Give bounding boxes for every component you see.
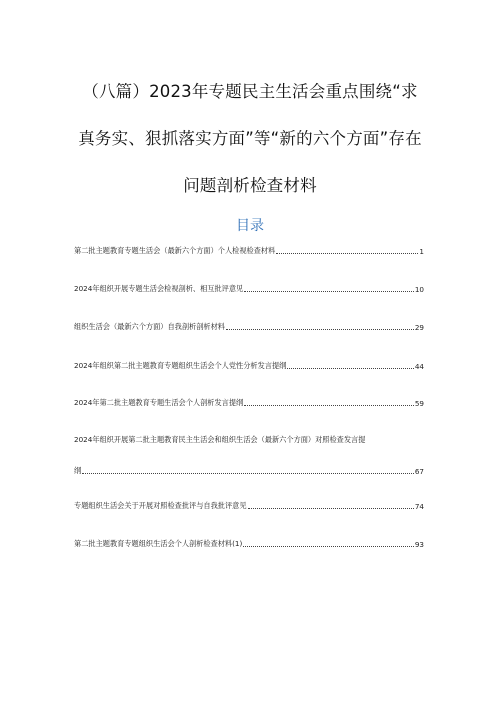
toc-entry-title: 第二批主题教育专题生活会（最新六个方面）个人检视检查材料 xyxy=(74,246,276,255)
toc-entry[interactable] xyxy=(74,246,424,256)
toc-entry-title: 组织生活会（最新六个方面）自我剖析剖析材料 xyxy=(74,322,225,331)
toc-entry-page: 93 xyxy=(414,540,424,549)
title-line-1: （八篇）2023年专题民主生活会重点围绕“求 xyxy=(82,82,418,101)
toc-entry-title-continuation: 纲 xyxy=(74,466,82,475)
toc-entry-title: 2024年组织开展专题生活会检视剖析、相互批评意见 xyxy=(74,284,244,293)
toc-leader-dots xyxy=(226,328,414,330)
toc-entry-title: 2024年第二批主题教育专题生活会个人剖析发言提纲 xyxy=(74,398,244,407)
toc-leader-dots xyxy=(248,507,414,509)
toc-leader-dots xyxy=(244,290,414,292)
toc-leader-dots xyxy=(243,545,414,547)
toc-leader-dots xyxy=(82,472,414,474)
toc-entry[interactable] xyxy=(74,539,424,549)
toc-entry-title: 2024年组织开展第二批主题教育民主生活会和组织生活会（最新六个方面）对照检查发言提 xyxy=(74,435,366,444)
toc-entry[interactable] xyxy=(74,284,424,294)
toc-entry-page: 10 xyxy=(414,285,424,294)
toc-leader-dots xyxy=(244,404,414,406)
toc-entry-page: 59 xyxy=(414,399,424,408)
title-line-2: 真务实、狠抓落实方面”等“新的六个方面”存在 xyxy=(78,129,422,148)
toc-entry-page: 1 xyxy=(419,247,424,256)
toc-entry-page: 74 xyxy=(414,502,424,511)
toc-entry[interactable] xyxy=(74,501,424,511)
toc-entry-title: 2024年组织第二批主题教育专题组织生活会个人党性分析发言提纲 xyxy=(74,361,287,370)
toc-entry-page: 29 xyxy=(414,323,424,332)
toc-leader-dots xyxy=(276,252,418,254)
toc-heading: 目录 xyxy=(236,218,264,234)
toc-entry[interactable] xyxy=(74,435,424,476)
title-line-3: 问题剖析检查材料 xyxy=(183,176,317,195)
toc-leader-dots xyxy=(287,367,413,369)
toc-entry[interactable] xyxy=(74,361,424,371)
toc-entry[interactable] xyxy=(74,398,424,408)
toc-entry[interactable] xyxy=(74,322,424,332)
toc-entry-page: 67 xyxy=(414,467,424,476)
toc-entry-title: 第二批主题教育专题组织生活会个人剖析检查材料(1) xyxy=(74,539,243,548)
toc-entry-page: 44 xyxy=(414,362,424,371)
toc-entry-title: 专题组织生活会关于开展对照检查批评与自我批评意见 xyxy=(74,501,247,510)
